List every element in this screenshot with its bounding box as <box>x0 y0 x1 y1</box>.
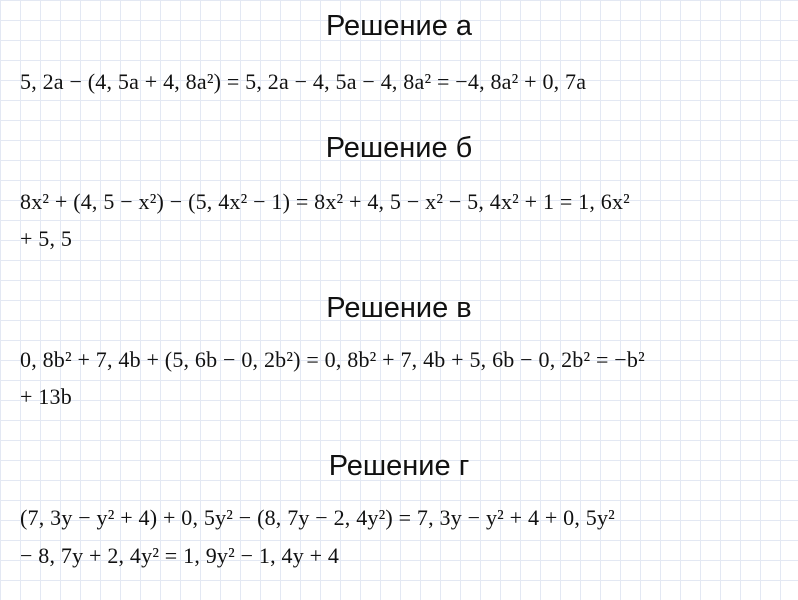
solution-equation-d-line-1: (7, 3y − y² + 4) + 0, 5y² − (8, 7y − 2, 4y²) = 7, 3y − y² + 4 + 0, 5y² <box>20 505 615 530</box>
solution-heading-d: Решение г <box>328 450 470 482</box>
solution-equation-c-line-1: 0, 8b² + 7, 4b + (5, 6b − 0, 2b²) = 0, 8b² + 7, 4b + 5, 6b − 0, 2b² = −b² <box>20 347 645 372</box>
solution-heading-b: Решение б <box>325 132 473 164</box>
solution-equation-c-line-2: + 13b <box>20 384 72 409</box>
solution-equation-a-line-1: 5, 2a − (4, 5a + 4, 8a²) = 5, 2a − 4, 5a − 4, 8a² = −4, 8a² + 0, 7a <box>20 69 587 94</box>
solution-heading-a: Решение а <box>325 10 473 42</box>
solution-equation-b-line-1: 8x² + (4, 5 − x²) − (5, 4x² − 1) = 8x² + 4, 5 − x² − 5, 4x² + 1 = 1, 6x² <box>20 189 630 214</box>
solution-equation-d-line-2: − 8, 7y + 2, 4y² = 1, 9y² − 1, 4y + 4 <box>20 543 340 568</box>
solution-heading-c: Решение в <box>326 292 472 324</box>
solution-equation-b-line-2: + 5, 5 <box>20 226 73 251</box>
